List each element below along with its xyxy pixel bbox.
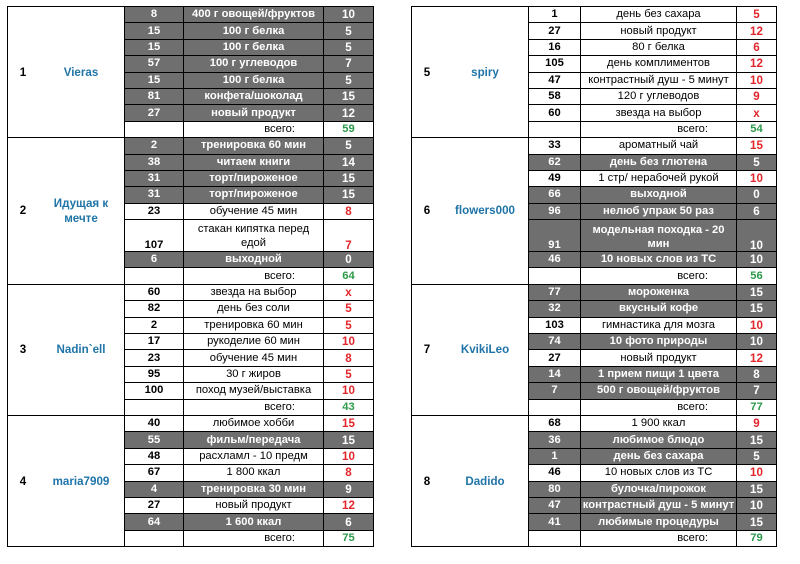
participant-block	[412, 474, 528, 489]
task-number: 33	[529, 138, 581, 154]
task-number: 27	[529, 23, 581, 39]
task-points: 5	[737, 154, 777, 170]
task-number: 36	[529, 432, 581, 448]
total-value: 75	[324, 530, 374, 546]
total-spacer	[529, 268, 581, 284]
task-name: любимые процедуры	[581, 514, 737, 530]
total-label: всего:	[184, 268, 324, 284]
task-name: контрастный душ - 5 минут	[581, 497, 737, 513]
task-points: 10	[737, 252, 777, 268]
task-name: 1 стр/ нерабочей рукой	[581, 170, 737, 186]
task-number: 15	[125, 39, 184, 55]
task-number: 81	[125, 88, 184, 104]
participant-block	[412, 65, 528, 80]
task-points: 10	[737, 72, 777, 88]
task-name: стакан кипятка перед едой	[184, 220, 324, 252]
task-points: 8	[737, 366, 777, 382]
task-name: новый продукт	[581, 350, 737, 366]
task-points: 15	[737, 138, 777, 154]
task-points: 15	[737, 301, 777, 317]
rank: 7	[423, 343, 431, 357]
total-value: 64	[324, 268, 374, 284]
total-value: 77	[737, 399, 777, 415]
task-points: 10	[737, 497, 777, 513]
task-points: 7	[324, 220, 374, 252]
task-number: 32	[529, 301, 581, 317]
task-points: 15	[324, 432, 374, 448]
score-table-left	[7, 6, 374, 547]
participant-name: Nadin`ell	[56, 343, 106, 357]
task-points: 15	[324, 170, 374, 186]
task-points: 9	[737, 415, 777, 431]
participant-name: Dadido	[465, 474, 505, 488]
left-column	[7, 6, 374, 547]
task-name: тренировка 60 мин	[184, 138, 324, 154]
total-value: 43	[324, 399, 374, 415]
task-points: 12	[737, 56, 777, 72]
task-name: рукоделие 60 мин	[184, 334, 324, 350]
task-points: 12	[737, 23, 777, 39]
task-points: 5	[324, 72, 374, 88]
task-points: 10	[737, 317, 777, 333]
task-number: 58	[529, 88, 581, 104]
task-name: 10 новых слов из ТС	[581, 465, 737, 481]
task-name: выходной	[581, 187, 737, 203]
table-row	[412, 138, 777, 154]
task-points: 10	[737, 170, 777, 186]
task-name: конфета/шоколад	[184, 88, 324, 104]
task-number: 74	[529, 334, 581, 350]
task-points: 15	[324, 187, 374, 203]
task-name: фильм/передача	[184, 432, 324, 448]
task-number: 47	[529, 497, 581, 513]
participant-cell	[8, 7, 125, 138]
task-name: любимое хобби	[184, 415, 324, 431]
task-name: день комплиментов	[581, 56, 737, 72]
task-name: торт/пироженое	[184, 170, 324, 186]
task-points: 8	[324, 203, 374, 219]
task-points: 6	[737, 203, 777, 219]
task-number: 77	[529, 284, 581, 300]
participant-block	[8, 342, 124, 357]
task-number: 2	[125, 317, 184, 333]
score-table-right	[411, 6, 777, 547]
rank: 5	[423, 65, 431, 79]
rank: 2	[19, 204, 27, 218]
task-points: 10	[737, 334, 777, 350]
total-spacer	[529, 121, 581, 137]
task-name: 100 г белка	[184, 72, 324, 88]
participant-block	[8, 65, 124, 80]
task-number: 66	[529, 187, 581, 203]
total-spacer	[529, 530, 581, 546]
task-name: булочка/пирожок	[581, 481, 737, 497]
task-number: 27	[125, 105, 184, 121]
total-label: всего:	[184, 399, 324, 415]
task-points: 9	[324, 481, 374, 497]
task-name: поход музей/выставка	[184, 383, 324, 399]
task-number: 103	[529, 317, 581, 333]
total-spacer	[125, 530, 184, 546]
task-number: 6	[125, 252, 184, 268]
total-value: 79	[737, 530, 777, 546]
total-spacer	[125, 399, 184, 415]
task-number: 41	[529, 514, 581, 530]
participant-name: flowers000	[455, 204, 515, 218]
task-number: 27	[529, 350, 581, 366]
task-points: 9	[737, 88, 777, 104]
total-spacer	[125, 268, 184, 284]
participant-cell	[412, 284, 529, 415]
task-points: 12	[737, 350, 777, 366]
total-label: всего:	[581, 530, 737, 546]
task-number: 40	[125, 415, 184, 431]
total-label: всего:	[184, 121, 324, 137]
task-number: 64	[125, 514, 184, 530]
task-name: 100 г белка	[184, 39, 324, 55]
task-points: 5	[737, 7, 777, 23]
task-points: 5	[324, 39, 374, 55]
task-number: 46	[529, 465, 581, 481]
total-label: всего:	[581, 121, 737, 137]
rank: 3	[19, 343, 27, 357]
participant-cell	[8, 415, 125, 546]
task-points: 14	[324, 154, 374, 170]
task-number: 60	[529, 105, 581, 121]
task-name: обучение 45 мин	[184, 203, 324, 219]
task-name: ароматный чай	[581, 138, 737, 154]
task-points: 15	[737, 481, 777, 497]
task-points: 6	[737, 39, 777, 55]
table-row	[412, 7, 777, 23]
task-name: вкусный кофе	[581, 301, 737, 317]
total-value: 56	[737, 268, 777, 284]
task-number: 46	[529, 252, 581, 268]
task-points: 8	[324, 350, 374, 366]
task-name: день без сахара	[581, 7, 737, 23]
task-number: 80	[529, 481, 581, 497]
task-number: 23	[125, 203, 184, 219]
rank: 8	[423, 474, 431, 488]
task-name: 10 новых слов из ТС	[581, 252, 737, 268]
task-number: 31	[125, 170, 184, 186]
task-points: 12	[324, 105, 374, 121]
task-name: выходной	[184, 252, 324, 268]
participant-name: spiry	[471, 65, 499, 79]
task-number: 91	[529, 220, 581, 252]
task-number: 38	[125, 154, 184, 170]
task-points: 15	[324, 415, 374, 431]
task-number: 107	[125, 220, 184, 252]
task-name: новый продукт	[184, 105, 324, 121]
task-points: 5	[324, 23, 374, 39]
task-name: контрастный душ - 5 минут	[581, 72, 737, 88]
task-number: 100	[125, 383, 184, 399]
total-label: всего:	[184, 530, 324, 546]
right-column	[411, 6, 777, 547]
task-number: 7	[529, 383, 581, 399]
task-name: 1 800 ккал	[184, 465, 324, 481]
task-name: торт/пироженое	[184, 187, 324, 203]
table-row	[8, 415, 374, 431]
task-name: 120 г углеводов	[581, 88, 737, 104]
task-name: 500 г овощей/фруктов	[581, 383, 737, 399]
task-name: читаем книги	[184, 154, 324, 170]
task-points: 0	[737, 187, 777, 203]
task-name: 100 г углеводов	[184, 56, 324, 72]
task-points: 10	[324, 383, 374, 399]
task-number: 8	[125, 7, 184, 23]
task-number: 68	[529, 415, 581, 431]
task-points: 15	[324, 88, 374, 104]
participant-block	[8, 474, 124, 489]
task-points: 12	[324, 497, 374, 513]
task-number: 82	[125, 301, 184, 317]
task-points: 5	[737, 448, 777, 464]
total-label: всего:	[581, 399, 737, 415]
task-points: 10	[324, 448, 374, 464]
task-points: 0	[324, 252, 374, 268]
participant-name: maria7909	[52, 474, 110, 488]
task-number: 67	[125, 465, 184, 481]
participant-name: KvikiLeo	[460, 343, 510, 357]
task-points: 7	[324, 56, 374, 72]
task-number: 2	[125, 138, 184, 154]
task-number: 15	[125, 23, 184, 39]
task-name: новый продукт	[184, 497, 324, 513]
task-name: звезда на выбор	[184, 284, 324, 300]
task-number: 96	[529, 203, 581, 219]
task-name: расхламл - 10 предм	[184, 448, 324, 464]
task-number: 31	[125, 187, 184, 203]
task-points: 10	[737, 220, 777, 252]
task-points: 10	[324, 334, 374, 350]
task-number: 55	[125, 432, 184, 448]
task-points: 6	[324, 514, 374, 530]
task-points: 15	[737, 514, 777, 530]
participant-cell	[412, 7, 529, 138]
task-points: 15	[737, 432, 777, 448]
task-points: x	[324, 284, 374, 300]
rank: 1	[19, 65, 27, 79]
participant-cell	[8, 284, 125, 415]
table-row	[412, 415, 777, 431]
participant-name: Идущая к мечте	[53, 196, 109, 225]
participant-cell	[8, 138, 125, 285]
task-name: тренировка 60 мин	[184, 317, 324, 333]
participant-cell	[412, 138, 529, 285]
task-name: тренировка 30 мин	[184, 481, 324, 497]
table-row	[412, 284, 777, 300]
task-number: 14	[529, 366, 581, 382]
task-name: день без соли	[184, 301, 324, 317]
task-number: 60	[125, 284, 184, 300]
total-spacer	[529, 399, 581, 415]
task-points: 5	[324, 301, 374, 317]
table-row	[8, 7, 374, 23]
task-number: 62	[529, 154, 581, 170]
task-name: 100 г белка	[184, 23, 324, 39]
task-number: 1	[529, 448, 581, 464]
task-name: модельная походка - 20 мин	[581, 220, 737, 252]
task-points: 10	[737, 465, 777, 481]
task-name: звезда на выбор	[581, 105, 737, 121]
task-number: 48	[125, 448, 184, 464]
task-number: 4	[125, 481, 184, 497]
table-row	[8, 284, 374, 300]
task-number: 23	[125, 350, 184, 366]
task-name: нелюб упраж 50 раз	[581, 203, 737, 219]
task-number: 16	[529, 39, 581, 55]
task-number: 15	[125, 72, 184, 88]
participant-block	[412, 342, 528, 357]
task-points: 5	[324, 366, 374, 382]
task-number: 47	[529, 72, 581, 88]
task-name: 80 г белка	[581, 39, 737, 55]
task-number: 17	[125, 334, 184, 350]
task-number: 49	[529, 170, 581, 186]
task-number: 95	[125, 366, 184, 382]
task-name: 1 900 ккал	[581, 415, 737, 431]
participant-cell	[412, 415, 529, 546]
task-name: гимнастика для мозга	[581, 317, 737, 333]
total-spacer	[125, 121, 184, 137]
task-name: обучение 45 мин	[184, 350, 324, 366]
task-number: 27	[125, 497, 184, 513]
participant-block	[8, 196, 124, 226]
task-number: 105	[529, 56, 581, 72]
rank: 4	[19, 474, 27, 488]
task-points: 8	[324, 465, 374, 481]
task-name: 1 600 ккал	[184, 514, 324, 530]
participant-name: Vieras	[63, 65, 99, 79]
task-points: 10	[324, 7, 374, 23]
participant-block	[412, 203, 528, 218]
rank: 6	[423, 204, 431, 218]
task-points: 5	[324, 317, 374, 333]
task-name: 1 прием пищи 1 цвета	[581, 366, 737, 382]
total-value: 54	[737, 121, 777, 137]
task-points: 15	[737, 284, 777, 300]
task-points: 7	[737, 383, 777, 399]
task-points: 5	[324, 138, 374, 154]
task-name: любимое блюдо	[581, 432, 737, 448]
task-name: 30 г жиров	[184, 366, 324, 382]
task-name: день без сахара	[581, 448, 737, 464]
total-value: 59	[324, 121, 374, 137]
task-name: 400 г овощей/фруктов	[184, 7, 324, 23]
task-points: x	[737, 105, 777, 121]
table-row	[8, 138, 374, 154]
task-name: новый продукт	[581, 23, 737, 39]
task-number: 1	[529, 7, 581, 23]
task-name: день без глютена	[581, 154, 737, 170]
task-name: мороженка	[581, 284, 737, 300]
total-label: всего:	[581, 268, 737, 284]
task-name: 10 фото природы	[581, 334, 737, 350]
task-number: 57	[125, 56, 184, 72]
